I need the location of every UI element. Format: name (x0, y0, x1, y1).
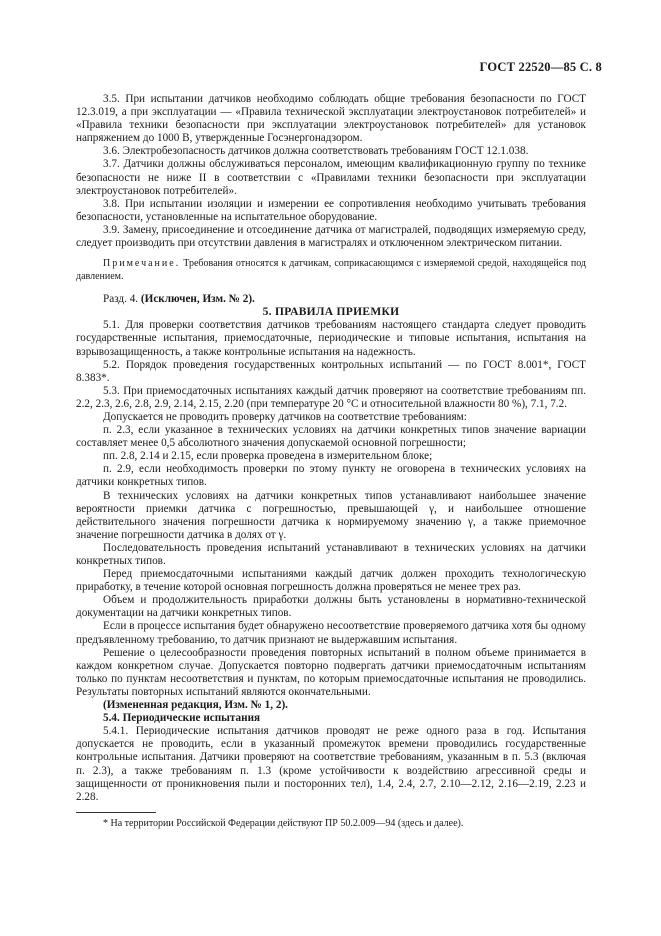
section-4-line (76, 293, 586, 306)
section-4-prefix: Разд. 4. (103, 293, 139, 306)
note-lead: Примечание. (103, 258, 181, 270)
paragraph-5-3: 5.3. При приемосдаточных испытаниях каждый датчик проверяют на соответствие требованиям пп. 2.2, 2.3, 2.6, 2.8, 2.9, 2.14, 2.15, 2.20 (при температуре 20 °С и относительной влажности 80 %), 7.1, 7.2. (76, 384, 586, 410)
subsection-5-4-title: 5.4. Периодические испытания (103, 712, 261, 725)
paragraph-exemptions: Допускается не проводить проверку датчиков на соответствие требованиям: (103, 410, 467, 423)
footnote-divider (76, 812, 156, 813)
paragraph-probability: В технических условиях на датчики конкретных типов устанавливают наибольшее значение вероятности приемки датчика с погрешностью, превышающей γ, и наибольшее отношение действительного значения погрешности датчика к нормируемому значению γ, а также приемочное значение погрешности датчика в долях от γ. (76, 489, 586, 541)
paragraph-5-1: 5.1. Для проверки соответствия датчиков требованиям настоящего стандарта следует проводить государственные испытания, приемосдаточные, периодические и типовые испытания, испытания на взрывозащищенность, а также контрольные испытания на надежность. (76, 319, 586, 358)
footnote: * На территории Российской Федерации действуют ПР 50.2.009—94 (здесь и далее). (103, 817, 464, 829)
paragraph-3-9: 3.9. Замену, присоединение и отсоединение датчика от магистралей, подводящих измеряемую среду, следует производить при отсутствии давления в магистралях и отключенном электрическом питании. (76, 223, 586, 250)
paragraph-sequence: Последовательность проведения испытаний устанавливают в технических условиях на датчики конкретных типов. (76, 541, 586, 567)
paragraph-3-5: 3.5. При испытании датчиков необходимо соблюдать общие требования безопасности по ГОСТ 12.3.019, а при эксплуатации — «Правила технической эксплуатации электроустановок потребителей» и «Правила техники безопасности при эксплуатации электроустановок потребителей» для установок напряжением до 1000 В, утвержденные Госэнергонадзором. (76, 93, 586, 145)
page-header: ГОСТ 22520—85 С. 8 (479, 60, 602, 74)
paragraph-3-7: 3.7. Датчики должны обслуживаться персоналом, имеющим квалификационную группу по технике безопасности не ниже II в соответствии с «Правилами техники безопасности при эксплуатации электроустановок потребителей». (76, 158, 586, 197)
paragraph-3-8: 3.8. При испытании изоляции и измерении ее сопротивления необходимо учитывать требования безопасности, установленные на испытательное оборудование. (76, 197, 586, 223)
paragraph-5-2: 5.2. Порядок проведения государственных контрольных испытаний — по ГОСТ 8.001*, ГОСТ 8.383*. (76, 358, 586, 384)
paragraph-failure: Если в процессе испытания будет обнаружено несоответствие проверяемого датчика хотя бы одному предъявленному требованию, то датчик признают не выдержавшим испытания. (76, 620, 586, 646)
paragraph-retest: Решение о целесообразности проведения повторных испытаний в полном объеме принимается в каждом конкретном случае. Допускается повторно подвергать датчики приемосдаточным испытаниям только по пунктам несоответствия и пунктам, по которым приемосдаточные испытания не проводились. Результаты повторных испытаний являются окончательными. (76, 646, 586, 698)
paragraph-exemption-2-9: п. 2.9, если необходимость проверки по этому пункту не оговорена в технических условиях на датчики конкретных типов. (76, 463, 586, 489)
paragraph-exemption-2-3: п. 2.3, если указанное в технических условиях на датчики конкретных типов значение вариации составляет менее 0,5 абсолютного значения допускаемой основной погрешности; (76, 424, 586, 450)
note-text: Требования относятся к датчикам, соприкасающимся с измеряемой средой, находящейся под давлением. (76, 258, 587, 282)
document-body (76, 93, 586, 830)
section-5-title: 5. ПРАВИЛА ПРИЕМКИ (262, 306, 400, 319)
paragraph-exemption-2-8: пп. 2.8, 2.14 и 2.15, если проверка проведена в измерительном блоке; (103, 450, 433, 463)
amendment-note: (Измененная редакция, Изм. № 1, 2). (103, 699, 288, 712)
paragraph-3-6: 3.6. Электробезопасность датчиков должна соответствовать требованиям ГОСТ 12.1.038. (103, 145, 529, 158)
paragraph-burn-in-scope: Объем и продолжительность приработки должны быть установлены в нормативно-технической документации на датчики конкретных типов. (76, 594, 586, 620)
note (76, 258, 586, 283)
section-4-excluded: (Исключен, Изм. № 2). (140, 293, 255, 306)
paragraph-burn-in: Перед приемосдаточными испытаниями каждый датчик должен проходить технологическую приработку, в течение которой основная погрешность должна проверяться не менее трех раз. (76, 568, 586, 594)
paragraph-5-4-1: 5.4.1. Периодические испытания датчиков проводят не реже одного раза в год. Испытания допускается не проводить, если в указанный промежуток времени проводились государственные контрольные испытания. Датчики проверяют на соответствие требованиям, указанным в п. 5.3 (включая п. 2.3), а также требованиям п. 1.3 (кроме устойчивости к воздействию агрессивной среды и защищенности от проникновения пыли и посторонних тел), 1.4, 2.4, 2.7, 2.10—2.12, 2.16—2.19, 2.23 и 2.28. (76, 725, 586, 803)
